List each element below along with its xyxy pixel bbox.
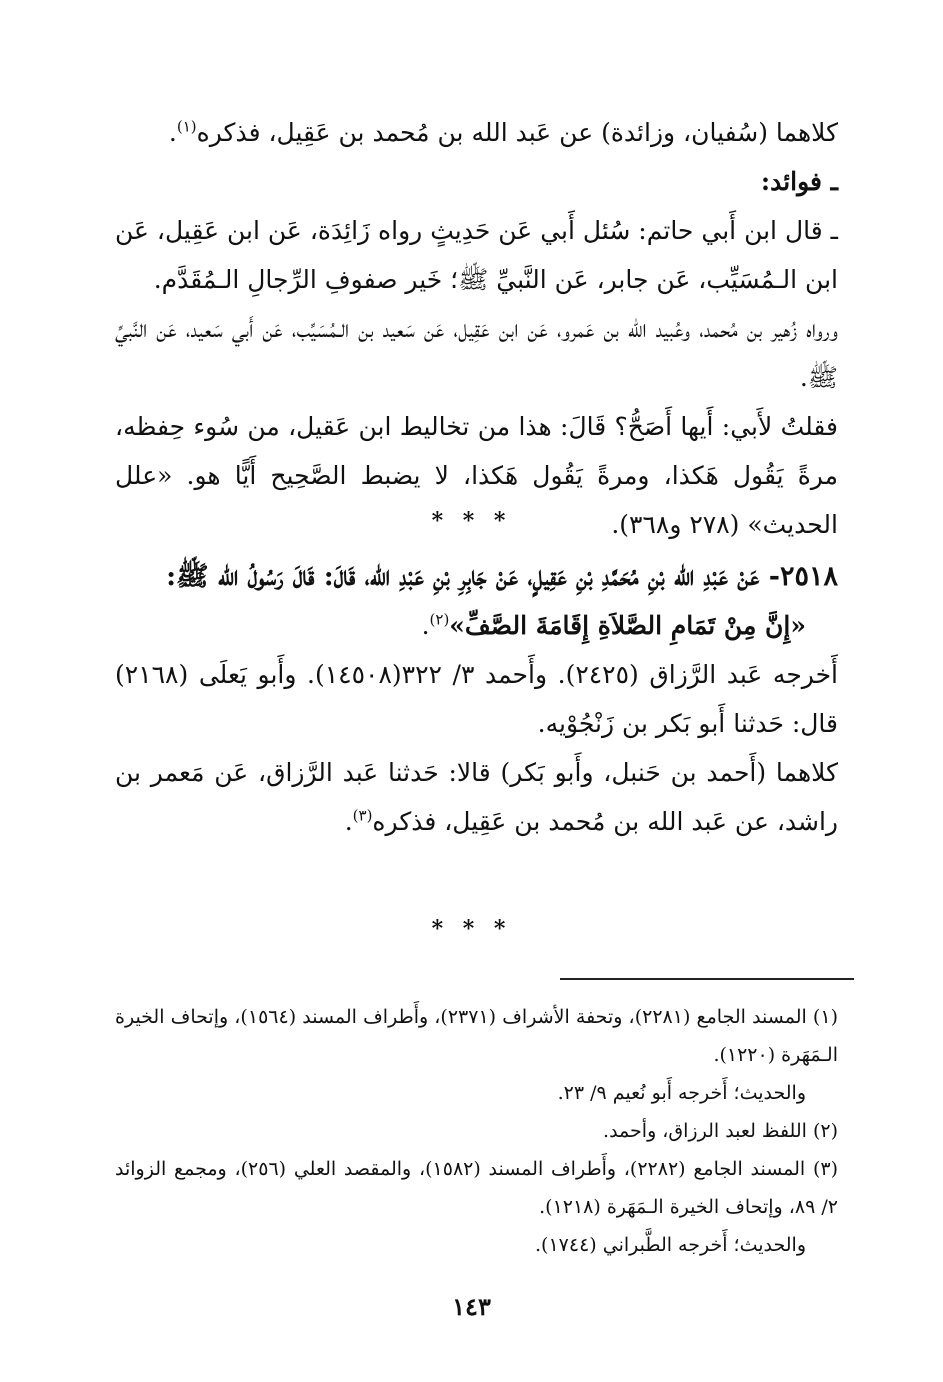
footnote-3-hadith: والحديث؛ أَخرجه الطَّبراني (١٧٤٤). [535,1234,806,1256]
page-number: ١٤٣ [452,1292,491,1321]
footnote-ref-1: (١) [176,117,197,136]
hadith-heading: ٢٥١٨- عَنْ عَبْدِ الله بْنِ مُحَمَّدِ بْنِ عَقِيلٍ، عَنْ جَابِرِ بْنِ عَبْدِ الله، قَالَ: قَالَ رَسُولُ الله ﷺ: [166,561,838,592]
footnote-ref-3: (٣) [352,806,373,825]
section-separator: * * * [431,508,512,534]
fawaid-heading: ـ فوائد: [760,167,838,196]
paragraph-takhrij: أَخرجه عَبد الرَّزاق (٢٤٢٥). وأَحمد ٣/ ٣٢٢(١٤٥٠٨). وأَبو يَعلَى (٢١٦٨) قال: حَدثنا أَبو بَكر بن زَنْجُوْيه. [115,660,838,738]
footnote-3: (٣) المسند الجامع (٢٢٨٢)، وأَطراف المسند (١٥٨٢)، والمقصد العلي (٢٥٦)، ومجمع الزوائد ٢/ ٨٩، وإتحاف الخيرة الـمَهَرة (١٢١٨). [115,1158,838,1218]
paragraph-abu-question: فقلتُ لأَبي: أَيها أَصَحُّ؟ قَالَ: هذا من تخاليط ابن عَقيل، من سُوء حِفظه، مرةً يَقُول هَكذا، ومرةً يَقُول هَكذا، لا يضبط الصَّحِيح أَيًّا هو. «علل الحديث» (٢٧٨ و٣٦٨). [115,412,838,539]
footnotes [115,998,838,1264]
paragraph-both-narrated: كلاهما (سُفيان، وزائدة) عن عَبد الله بن مُحمد بن عَقِيل، فذكره$^{(١)}$. [168,117,838,147]
main-text-top [115,108,838,549]
hadith-text: «إِنَّ مِنْ تَمَامِ الصَّلاَةِ إِقَامَةَ الصَّفِّ»$^{(٢)}$. [421,610,806,640]
section-separator-2: * * * [431,916,512,942]
paragraph-ibn-abi-hatim: ـ قال ابن أَبي حاتم: سُئل أَبي عَن حَدِيثٍ رواه زَائِدَة، عَن ابن عَقِيل، عَن ابن الـمُسَيِّب، عَن جابر، عَن النَّبيِّ ﷺ؛ خَير صفوفِ الرِّجالِ الـمُقَدَّم. [115,216,838,294]
footnote-2: (٢) اللفظ لعبد الرزاق، وأحمد. [603,1120,838,1142]
main-text-hadith [115,552,838,846]
footnote-ref-2: (٢) [429,610,450,629]
footnote-1: (١) المسند الجامع (٢٢٨١)، وتحفة الأشراف (٢٣٧١)، وأَطراف المسند (١٥٦٤)، وإتحاف الخيرة الـمَهَرة (١٢٢٠). [115,1006,838,1066]
paragraph-zuhair: ورواه زُهير بن مُحمد، وعُبيد الله بن عَمرو، عَن ابن عَقِيل، عَن سَعيد بن الـمُسَيِّب، عَن أَبي سَعيد، عَن النَّبيِّ ﷺ. [115,314,838,392]
paragraph-both-said: كلاهما (أَحمد بن حَنبل، وأَبو بَكر) قالا: حَدثنا عَبد الرَّزاق، عَن مَعمر بن راشد، عن عَبد الله بن مُحمد بن عَقِيل، فذكره$^{(٣)}$. [115,758,838,836]
footnote-divider [560,978,854,980]
footnote-1-hadith: والحديث؛ أَخرجه أَبو نُعيم ٩/ ٢٣. [557,1082,806,1104]
